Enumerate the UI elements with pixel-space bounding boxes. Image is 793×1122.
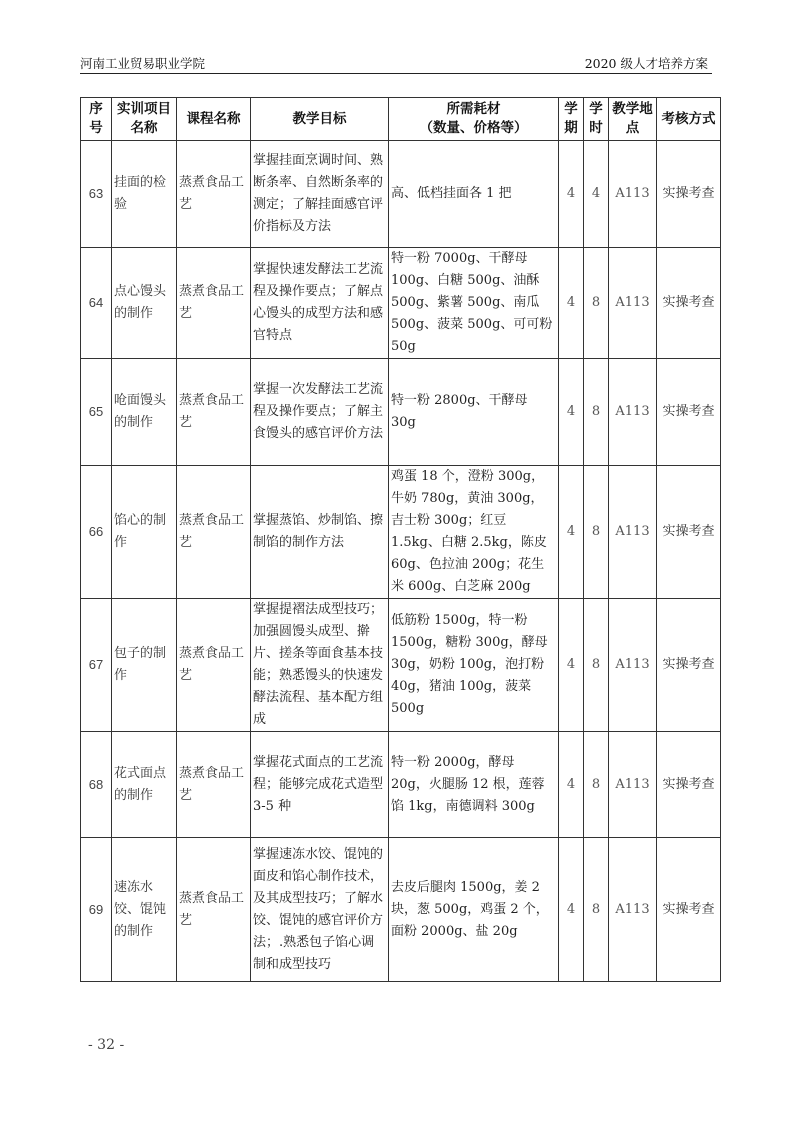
cell-semester: 4: [559, 248, 584, 359]
cell-semester: 4: [559, 838, 584, 982]
col-header-semester: 学期: [559, 98, 584, 141]
col-header-num: 序号: [81, 98, 112, 141]
cell-materials: 高、低档挂面各 1 把: [389, 141, 559, 248]
col-header-materials: [389, 98, 559, 141]
cell-hours: 8: [584, 599, 609, 732]
cell-name: 馅心的制作: [112, 466, 177, 599]
cell-semester: 4: [559, 359, 584, 466]
cell-hours: 8: [584, 838, 609, 982]
col-header-assessment: 考核方式: [657, 98, 721, 141]
cell-goal: 掌握挂面烹调时间、熟断条率、自然断条率的测定；了解挂面感官评价指标及方法: [251, 141, 389, 248]
cell-hours: 8: [584, 248, 609, 359]
cell-num: 69: [81, 838, 112, 982]
cell-materials: 低筋粉 1500g，特一粉 1500g，糖粉 300g，酵母 30g，奶粉 100g，泡打粉 40g，猪油 100g，菠菜 500g: [389, 599, 559, 732]
col-header-hours: 学时: [584, 98, 609, 141]
cell-semester: 4: [559, 141, 584, 248]
cell-hours: 4: [584, 141, 609, 248]
cell-name: 花式面点的制作: [112, 732, 177, 838]
cell-assessment: 实操考查: [657, 599, 721, 732]
cell-assessment: 实操考查: [657, 732, 721, 838]
cell-goal: 掌握速冻水饺、馄饨的面皮和馅心制作技术，及其成型技巧；了解水饺、馄饨的感官评价方法；.熟悉包子馅心调制和成型技巧: [251, 838, 389, 982]
col-header-materials-line2: （数量、价格等）: [419, 120, 528, 136]
cell-materials: 特一粉 7000g、干酵母 100g、白糖 500g、油酥 500g、紫薯 500g、南瓜 500g、菠菜 500g、可可粉 50g: [389, 248, 559, 359]
cell-course: 蒸煮食品工艺: [177, 359, 251, 466]
cell-materials: 特一粉 2800g、干酵母 30g: [389, 359, 559, 466]
header-school-name: 河南工业贸易职业学院: [80, 56, 206, 71]
table-header-row: [81, 98, 721, 141]
cell-goal: 掌握花式面点的工艺流程；能够完成花式造型 3-5 种: [251, 732, 389, 838]
cell-num: 68: [81, 732, 112, 838]
cell-goal: 掌握提褶法成型技巧；加强圆馒头成型、擀片、搓条等面食基本技能；熟悉馒头的快速发酵法流程、基本配方组成: [251, 599, 389, 732]
table-row: [81, 248, 721, 359]
cell-num: 66: [81, 466, 112, 599]
table-row: [81, 141, 721, 248]
col-header-materials-line1: 所需耗材: [446, 101, 501, 117]
cell-location: A113: [609, 838, 657, 982]
col-header-name: 实训项目名称: [112, 98, 177, 141]
cell-semester: 4: [559, 599, 584, 732]
header-rule: [80, 73, 712, 74]
cell-hours: 8: [584, 359, 609, 466]
table-row: [81, 466, 721, 599]
cell-goal: 掌握蒸馅、炒制馅、擦制馅的制作方法: [251, 466, 389, 599]
cell-materials: 特一粉 2000g，酵母 20g，火腿肠 12 根，莲蓉馅 1kg，南德调料 300g: [389, 732, 559, 838]
col-header-course: 课程名称: [177, 98, 251, 141]
cell-name: 速冻水饺、馄饨的制作: [112, 838, 177, 982]
table-row: [81, 732, 721, 838]
cell-course: 蒸煮食品工艺: [177, 141, 251, 248]
cell-goal: 掌握快速发酵法工艺流程及操作要点；了解点心馒头的成型方法和感官特点: [251, 248, 389, 359]
cell-materials: 鸡蛋 18 个，澄粉 300g，牛奶 780g，黄油 300g，吉士粉 300g；红豆 1.5kg、白糖 2.5kg，陈皮 60g、色拉油 200g；花生米 600g、白芝麻 200g: [389, 466, 559, 599]
cell-name: 点心馒头的制作: [112, 248, 177, 359]
cell-num: 65: [81, 359, 112, 466]
cell-course: 蒸煮食品工艺: [177, 838, 251, 982]
page-number: - 32 -: [88, 1037, 125, 1053]
cell-location: A113: [609, 732, 657, 838]
cell-assessment: 实操考查: [657, 141, 721, 248]
cell-location: A113: [609, 599, 657, 732]
table-row: [81, 359, 721, 466]
cell-goal: 掌握一次发酵法工艺流程及操作要点；了解主食馒头的感官评价方法: [251, 359, 389, 466]
cell-name: 包子的制作: [112, 599, 177, 732]
cell-assessment: 实操考查: [657, 248, 721, 359]
cell-location: A113: [609, 359, 657, 466]
cell-assessment: 实操考查: [657, 838, 721, 982]
cell-location: A113: [609, 141, 657, 248]
header-doc-title: 2020 级人才培养方案: [584, 56, 708, 71]
cell-assessment: 实操考查: [657, 466, 721, 599]
cell-semester: 4: [559, 732, 584, 838]
page-header: [80, 52, 708, 74]
cell-hours: 8: [584, 732, 609, 838]
cell-materials: 去皮后腿肉 1500g，姜 2 块，葱 500g，鸡蛋 2 个，面粉 2000g、盐 20g: [389, 838, 559, 982]
cell-course: 蒸煮食品工艺: [177, 466, 251, 599]
cell-hours: 8: [584, 466, 609, 599]
cell-assessment: 实操考查: [657, 359, 721, 466]
table-row: [81, 838, 721, 982]
cell-course: 蒸煮食品工艺: [177, 599, 251, 732]
cell-num: 63: [81, 141, 112, 248]
cell-course: 蒸煮食品工艺: [177, 248, 251, 359]
cell-num: 64: [81, 248, 112, 359]
cell-location: A113: [609, 248, 657, 359]
cell-name: 呛面馒头的制作: [112, 359, 177, 466]
training-table: [80, 97, 721, 982]
table-row: [81, 599, 721, 732]
cell-num: 67: [81, 599, 112, 732]
cell-semester: 4: [559, 466, 584, 599]
cell-course: 蒸煮食品工艺: [177, 732, 251, 838]
cell-location: A113: [609, 466, 657, 599]
col-header-location: 教学地点: [609, 98, 657, 141]
col-header-goal: 教学目标: [251, 98, 389, 141]
cell-name: 挂面的检验: [112, 141, 177, 248]
